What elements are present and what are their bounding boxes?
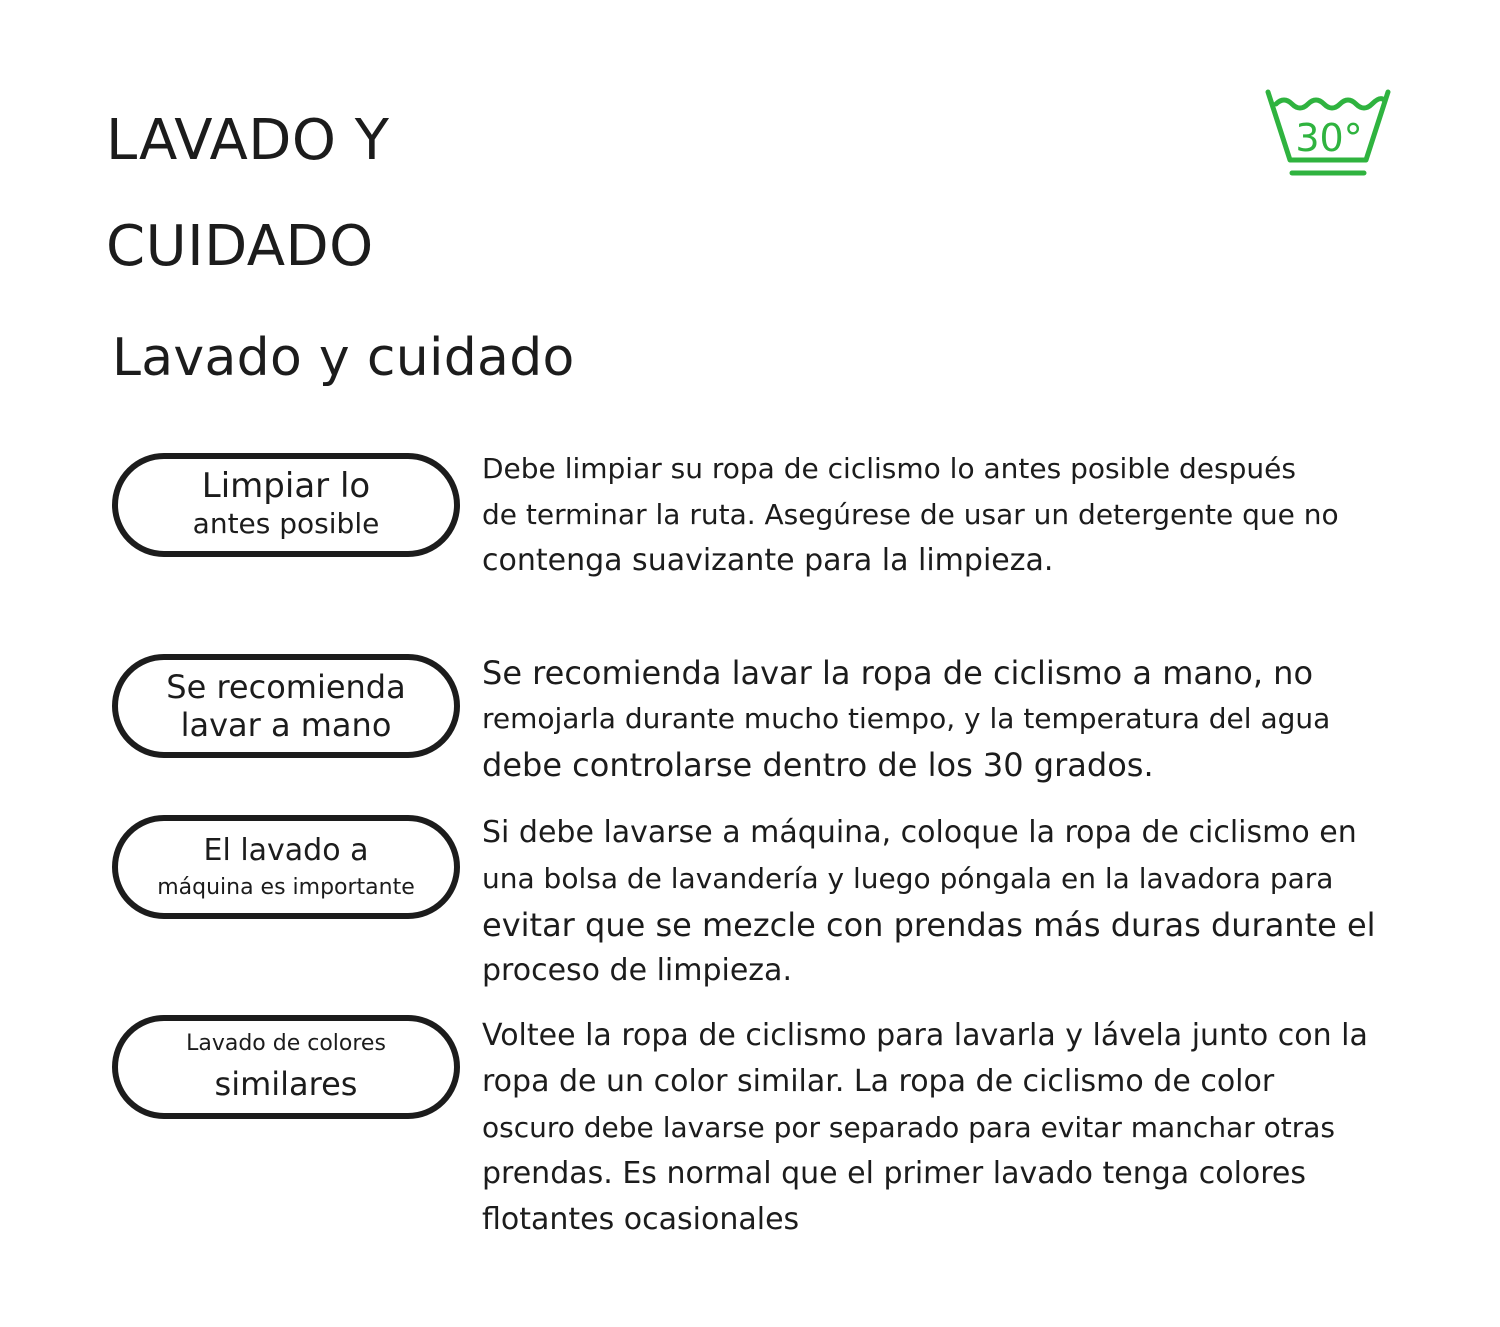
- badge-line: máquina es importante: [157, 874, 415, 900]
- description-similar-colors: [482, 1013, 1368, 1243]
- temperature-label: 30°: [1295, 116, 1363, 160]
- section-title: Lavado y cuidado: [112, 328, 575, 388]
- badge-line: El lavado a: [203, 832, 369, 868]
- badge-line: similares: [214, 1065, 358, 1103]
- description-line: de terminar la ruta. Asegúrese de usar un detergente que no: [482, 498, 1339, 531]
- badge-line: Limpiar lo: [201, 465, 371, 506]
- description-line: prendas. Es normal que el primer lavado tenga colores: [482, 1156, 1307, 1191]
- description-line: contenga suavizante para la limpieza.: [482, 543, 1054, 578]
- description-line: ropa de un color similar. La ropa de ciclismo de color: [482, 1064, 1275, 1099]
- badge-line: Se recomienda: [166, 667, 406, 706]
- description-line: Si debe lavarse a máquina, coloque la ropa de ciclismo en: [482, 815, 1357, 850]
- badge-hand-wash: [112, 654, 460, 758]
- badge-machine-wash: [112, 815, 460, 919]
- description-line: Voltee la ropa de ciclismo para lavarla y lávela junto con la: [482, 1018, 1368, 1053]
- main-title-line-1: LAVADO Y: [106, 108, 390, 173]
- description-line: Se recomienda lavar la ropa de ciclismo a mano, no: [482, 654, 1314, 692]
- description-line: oscuro debe lavarse por separado para evitar manchar otras: [482, 1111, 1336, 1144]
- description-line: Debe limpiar su ropa de ciclismo lo antes posible después: [482, 452, 1296, 485]
- description-machine-wash: [482, 810, 1376, 994]
- description-line: debe controlarse dentro de los 30 grados.: [482, 746, 1154, 784]
- badge-line: antes posible: [192, 506, 380, 540]
- main-title-line-2: CUIDADO: [106, 214, 374, 279]
- badge-clean-asap: [112, 453, 460, 557]
- description-hand-wash: [482, 650, 1330, 788]
- badge-line: Lavado de colores: [186, 1030, 386, 1056]
- badge-similar-colors: [112, 1015, 460, 1119]
- description-line: proceso de limpieza.: [482, 953, 792, 988]
- badge-line: lavar a mano: [180, 706, 392, 744]
- description-line: flotantes ocasionales: [482, 1202, 800, 1237]
- description-line: una bolsa de lavandería y luego póngala en la lavadora para: [482, 862, 1334, 895]
- description-line: remojarla durante mucho tiempo, y la temperatura del agua: [482, 702, 1331, 735]
- description-line: evitar que se mezcle con prendas más duras durante el: [482, 906, 1376, 944]
- description-clean-asap: [482, 446, 1339, 584]
- wash-30-degrees-icon: [1262, 84, 1394, 180]
- main-title: [106, 88, 389, 300]
